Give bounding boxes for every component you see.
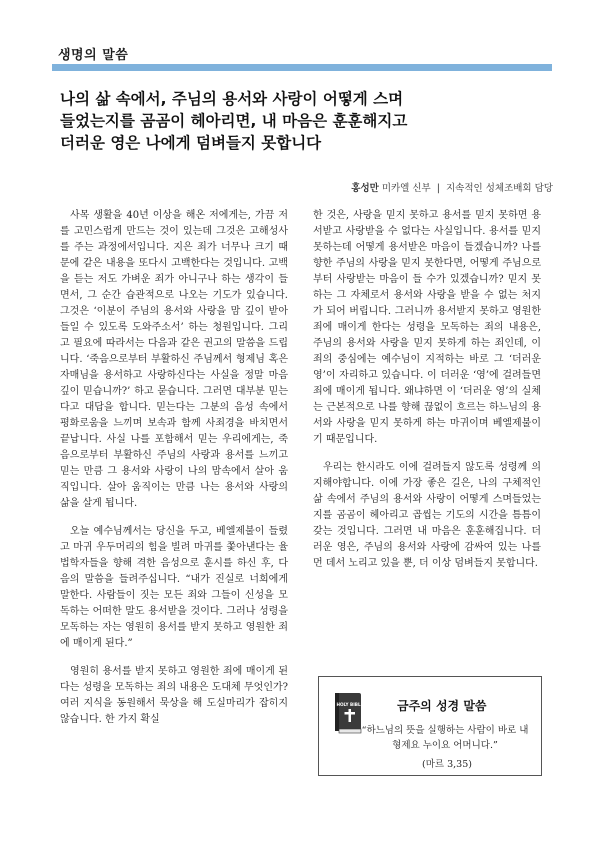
header-rule [52, 64, 552, 71]
paragraph: 오늘 예수님께서는 당신을 두고, 베엘제불이 들렸고 마귀 우두머리의 힘을 빌려 마귀를 쫓아낸다는 율법학자들을 향해 격한 음성으로 훈시를 하신 후, 다음의 말씀을 들려주십니다. “내가 진실로 너희에게 말한다. 사람들이 짓는 모든 죄와 그들이 신성을 모독하는 어떠한 말도 용서받을 것이다. 그러나 성령을 모독하는 자는 영원히 용서를 받지 못하고 영원한 죄에 매이게 된다.” [60, 526, 288, 649]
paragraph: 우리는 한시라도 이에 걸려들지 않도록 성령께 의지해야합니다. 이에 가장 좋은 길은, 나의 구체적인 삶 속에서 주님의 용서와 사랑이 어떻게 스며들었는지를 곰곰이 헤아리고 곱씹는 기도의 시간을 틈틈이 갖는 것입니다. 그러면 내 마음은 훈훈해집니다. 더러운 영은, 주님의 용서와 사랑에 감싸여 있는 나를 먼 데서 노리고 있을 뿐, 더 이상 덤벼들지 못합니다. [313, 462, 541, 569]
article-column-left [60, 208, 288, 728]
section-label: 생명의 말씀 [58, 48, 129, 63]
bible-verse: “하느님의 뜻을 실행하는 사람이 바로 내 형제요 누이요 어머니다.” [361, 725, 529, 751]
author-role: 지속적인 성체조배회 담당 [446, 183, 553, 194]
article-column-right [313, 208, 541, 572]
paragraph: 사목 생활을 40년 이상을 해온 저에게는, 가끔 저를 고민스럽게 만드는 것이 있는데 그것은 고해성사를 주는 과정에서입니다. 지은 죄가 너무나 크기 때문에 같은 내용을 또다시 고백한다는 것입니다. 고백을 듣는 저도 가벼운 죄가 아니구나 하는 생각이 들면서, 그 순간 습관적으로 나오는 기도가 있습니다. 그것은 ‘이분이 주님의 용서와 사랑을 맘 깊이 받아들일 수 있도록 도와주소서’ 하는 청원입니다. 그리고 필요에 따라서는 다음과 같은 권고의 말씀을 드립니다. ‘죽음으로부터 부활하신 주님께서 형제님 혹은 자매님을 용서하고 사랑하신다는 사실을 정말 마음 깊이 믿습니까?’ 하고 묻습니다. 그러면 대부분 믿는다고 대답을 합니다. 믿는다는 그분의 음성 속에서 평화로움을 느끼며 보속과 함께 사죄경을 바치면서 끝납니다. 사실 나를 포함해서 믿는 우리에게는, 죽음으로부터 부활하신 주님의 사랑과 용서를 느끼고 믿는 만큼 그 용서와 사랑이 나의 맘속에서 살아 움직입니다. 살아 움직이는 만큼 나는 용서와 사랑의 삶을 살게 됩니다. [60, 210, 288, 509]
author-name: 홍성만 [351, 183, 379, 194]
paragraph: 한 것은, 사랑을 믿지 못하고 용서를 믿지 못하면 용서받고 사랑받을 수 없다는 사실입니다. 용서를 믿지 못하는데 어떻게 용서받은 마음이 들겠습니까? 나를 향한 주님의 사랑을 믿지 못한다면, 어떻게 주님으로부터 사랑받는 마음이 들 수가 있겠습니까? 믿지 못하는 그 자체로서 용서와 사랑을 받을 수 없는 처지가 되어 버립니다. 그러니까 용서받지 못하고 영원한 죄에 매이게 한다는 성령을 모독하는 죄의 내용은, 주님의 용서와 사랑을 믿지 못하게 하는 죄인데, 이 죄의 중심에는 예수님이 지적하는 바로 그 ‘더러운 영’이 자리하고 있습니다. 이 더러운 ‘영’에 걸려들면 죄에 매이게 됩니다. 왜냐하면 이 ‘더러운 영’의 실체는 근본적으로 나를 향해 끊없이 흐르는 하느님의 용서와 사랑을 믿지 못하게 하는 마귀이며 베엘제불이기 때문입니다. [313, 210, 541, 445]
author-title: 미카엘 신부 [381, 183, 431, 194]
byline-separator: | [436, 183, 440, 194]
paragraph: 영원히 용서를 받지 못하고 영원한 죄에 매이게 된다는 성령을 모독하는 죄의 내용은 도대체 무엇인가? 여러 지식을 동원해서 묵상을 해 도실마리가 잡히지 않습니다. 한 가지 확실 [60, 666, 288, 725]
headline-line: 들었는지를 곰곰이 헤아리면, 내 마음은 훈훈해지고 [60, 112, 408, 130]
bible-verse-box [318, 676, 542, 776]
book-cover-text: HOLY BIBLE [336, 702, 364, 707]
bible-box-title: 금주의 성경 말씀 [397, 699, 487, 713]
headline-line: 나의 삶 속에서, 주님의 용서와 사랑이 어떻게 스며 [60, 90, 404, 108]
byline [351, 180, 553, 194]
headline [60, 88, 540, 154]
headline-line: 더러운 영은 나에게 덤벼들지 못합니다 [60, 134, 322, 152]
bible-reference: (마르 3,35) [422, 759, 472, 770]
